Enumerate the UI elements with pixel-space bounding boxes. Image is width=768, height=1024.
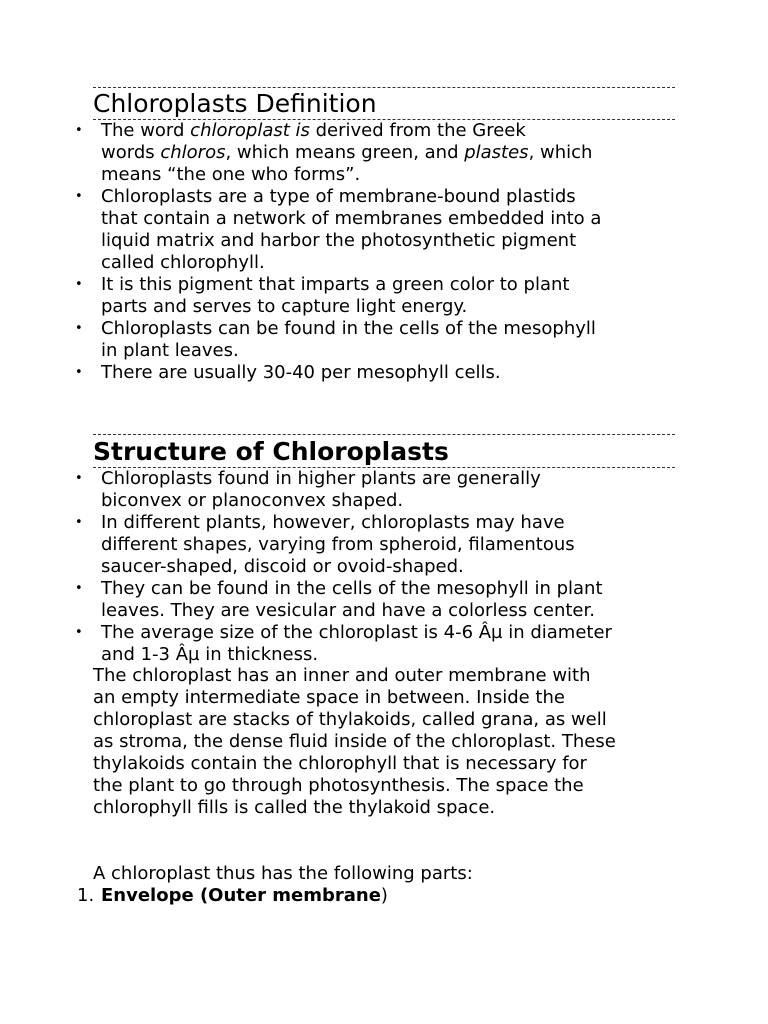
- text-run: and 1-3 Âµ in thickness.: [101, 644, 319, 665]
- text-run: means “the one who forms”.: [101, 164, 361, 185]
- paragraph-line: as stroma, the dense fluid inside of the chloroplast. These: [93, 731, 616, 752]
- bullet-line: [101, 556, 688, 578]
- structure-bullet-list: [0, 468, 768, 666]
- bullet-line: [101, 164, 688, 186]
- bullet-item: [0, 362, 768, 384]
- paragraph-line: chloroplast are stacks of thylakoids, called grana, as well: [93, 709, 607, 730]
- text-run: Chloroplasts can be found in the cells of the mesophyll: [101, 318, 596, 339]
- bullet-line: [101, 362, 688, 384]
- text-run: It is this pigment that imparts a green color to plant: [101, 274, 570, 295]
- bullet-item: [0, 468, 768, 512]
- text-run: Chloroplasts are a type of membrane-bound plastids: [101, 186, 576, 207]
- text-run: The average size of the chloroplast is 4-6 Âµ in diameter: [101, 622, 612, 643]
- bullet-line: [101, 208, 688, 230]
- text-run: derived from the Greek: [309, 120, 526, 141]
- bullet-line: [101, 622, 688, 644]
- bullet-line: [101, 340, 688, 362]
- bullet-line: [101, 186, 688, 208]
- bullet-line: [101, 274, 688, 296]
- bullet-line: [101, 120, 688, 142]
- paragraph-line: the plant to go through photosynthesis. The space the: [93, 775, 584, 796]
- bullet-item: [0, 274, 768, 318]
- bullet-line: [101, 578, 688, 600]
- italic-term: chloros: [160, 142, 226, 163]
- bullet-line: [101, 252, 688, 274]
- part-name-suffix: ): [380, 885, 388, 906]
- list-item-text: [101, 885, 388, 907]
- text-run: They can be found in the cells of the mesophyll in plant: [101, 578, 603, 599]
- bullet-line: [101, 512, 688, 534]
- bullet-item: [0, 186, 768, 274]
- text-run: that contain a network of membranes embedded into a: [101, 208, 602, 229]
- section-title-definition: Chloroplasts Definition: [93, 89, 377, 118]
- part-name-bold: Envelope (Outer membrane: [101, 885, 381, 906]
- bullet-line: [101, 490, 688, 512]
- text-run: There are usually 30-40 per mesophyll cells.: [101, 362, 501, 383]
- heading-rule-top: [93, 87, 675, 88]
- italic-term: plastes: [464, 142, 529, 163]
- bullet-line: [101, 534, 688, 556]
- paragraph-line: thylakoids contain the chlorophyll that is necessary for: [93, 753, 587, 774]
- heading-rule-top: [93, 434, 675, 435]
- bullet-item: [0, 318, 768, 362]
- text-run: different shapes, varying from spheroid, filamentous: [101, 534, 575, 555]
- list-number: 1.: [77, 885, 95, 906]
- text-run: in plant leaves.: [101, 340, 239, 361]
- text-run: leaves. They are vesicular and have a colorless center.: [101, 600, 595, 621]
- text-run: Chloroplasts found in higher plants are generally: [101, 468, 541, 489]
- bullet-item: [0, 120, 768, 186]
- paragraph-line: The chloroplast has an inner and outer membrane with: [93, 665, 591, 686]
- text-run: In different plants, however, chloroplasts may have: [101, 512, 565, 533]
- text-run: saucer-shaped, discoid or ovoid-shaped.: [101, 556, 464, 577]
- text-run: , which: [528, 142, 593, 163]
- structure-paragraph: [93, 665, 693, 819]
- bullet-line: [101, 296, 688, 318]
- definition-bullet-list: [0, 120, 768, 384]
- bullet-line: [101, 644, 688, 666]
- bullet-item: [0, 622, 768, 666]
- italic-term: chloroplast is: [190, 120, 310, 141]
- section-title-structure: Structure of Chloroplasts: [93, 437, 449, 466]
- bullet-line: [101, 230, 688, 252]
- text-run: parts and serves to capture light energy.: [101, 296, 468, 317]
- text-run: words: [101, 142, 161, 163]
- bullet-item: [0, 512, 768, 578]
- bullet-line: [101, 142, 688, 164]
- bullet-line: [101, 600, 688, 622]
- text-run: biconvex or planoconvex shaped.: [101, 490, 404, 511]
- bullet-line: [101, 468, 688, 490]
- paragraph-line: an empty intermediate space in between. Inside the: [93, 687, 565, 708]
- text-run: liquid matrix and harbor the photosynthetic pigment: [101, 230, 577, 251]
- bullet-line: [101, 318, 688, 340]
- bullet-item: [0, 578, 768, 622]
- text-run: , which means green, and: [225, 142, 465, 163]
- parts-intro: A chloroplast thus has the following parts:: [93, 863, 473, 884]
- text-run: The word: [101, 120, 191, 141]
- text-run: called chlorophyll.: [101, 252, 265, 273]
- paragraph-line: chlorophyll fills is called the thylakoid space.: [93, 797, 496, 818]
